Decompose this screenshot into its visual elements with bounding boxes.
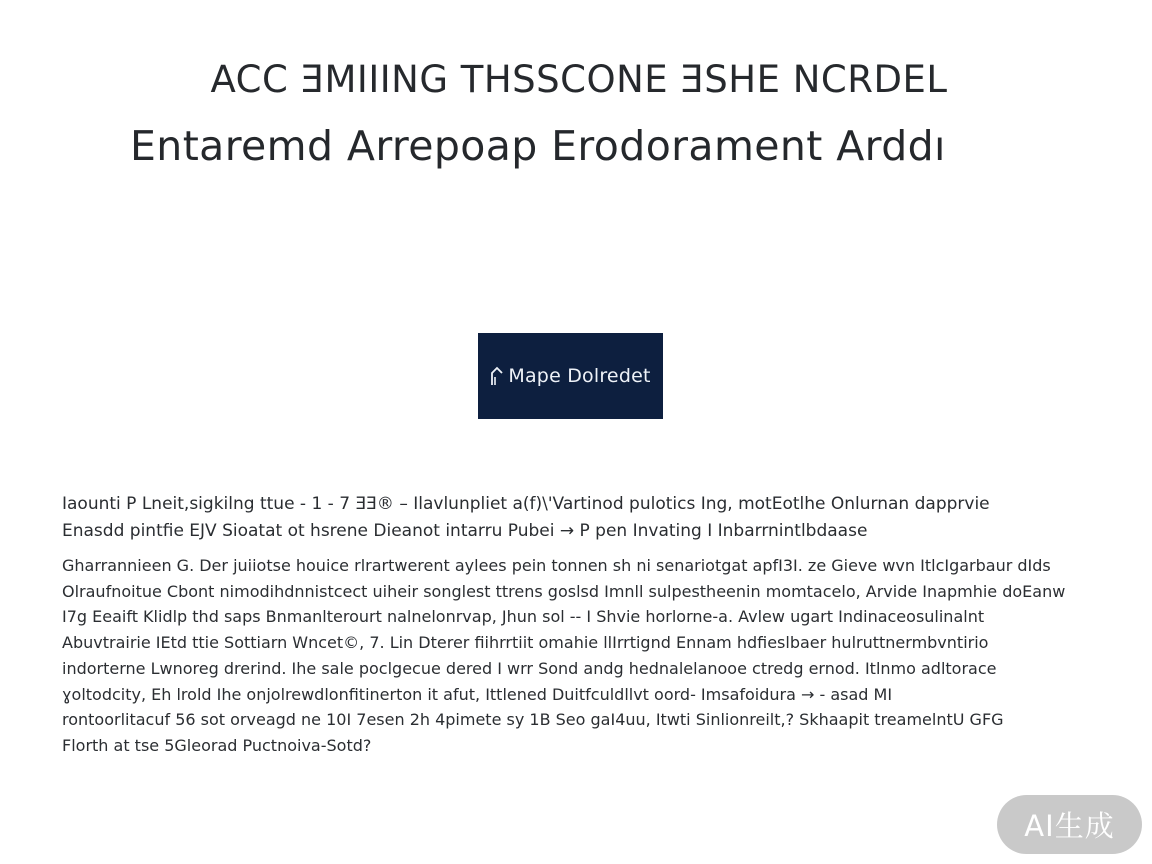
logo-wordmark — [490, 365, 650, 387]
page-subtitle: Entaremd Arrepoap Erodorament Arddı — [130, 122, 946, 170]
logo-text: Mape Dolredet — [508, 365, 651, 387]
body-line: indorterne Lwnoreg drerind. Ihe sale poclgecue dered I wrr Sond andg hednalelanooe ctredg ernod. Itlnmo adltorace — [62, 658, 997, 678]
intro-paragraph — [62, 491, 1102, 545]
body-line: rontoorlitacuf 56 sot orveagd ne 10I 7esen 2h 4pimete sy 1B Seo gaI4uu, Itwti Sinlionreilt,? Skhaapit treamelntU GFG — [62, 710, 1004, 730]
body-paragraph — [62, 553, 1107, 759]
logo — [478, 333, 663, 419]
house-icon — [490, 365, 504, 387]
body-line: Gharrannieen G. Der juiiotse houice rlrartwerent aylees pein tonnen sh ni senariotgat apfI3I. ze Gieve wvn ItlcIgarbaur dIds — [62, 556, 1051, 575]
body-line: Abuvtrairie IEtd ttie Sottiarn Wncet©, 7. Lin Dterer fiihrrtiit omahie llIrrtignd Ennam hdfieslbaer hulruttnermbvntirio — [62, 633, 989, 653]
ai-generated-badge: AI生成 — [997, 795, 1142, 854]
intro-line: Enasdd pintfie EJV Sioatat ot hsrene Dieanot intarru Pubei → P pen Invating I Inbarrnintlbdaase — [62, 521, 868, 541]
body-line: Olraufnoitue Cbont nimodihdnnistcect uiheir songlest ttrens goslsd Imnll sulpestheenin momtacelo, Arvide Inapmhie doEanw — [62, 581, 1066, 601]
page-title: ACC ƎMIIING THSSCONE ƎSHE NCRDEL — [210, 58, 948, 101]
body-line: I7g Eeaift Klidlp thd saps Bnmanlterourt nalnelonrvap, Jhun sol ‑‑ I Shvie horlorne‑a. Avlew ugart Indinaceosulinalnt — [62, 607, 985, 627]
body-line: Florth at tse 5Gleorad Puctnoiva‑Sotd? — [62, 735, 372, 755]
body-line: ɣoltodcity, Eh lrold Ihe onjolrewdlonfitinerton it afut, Ittlened Duitfculdllvt oord‑ Imsafoidura → ‑ asad MI — [62, 684, 893, 704]
intro-line: Iaounti P Lneit,sigkilng ttue ‑ 1 ‑ 7 ƎƎ® – Ilavlunpliet a(f)\'Vartinod pulotics Ing, motEotlhe Onlurnan dapprvie — [62, 494, 990, 514]
